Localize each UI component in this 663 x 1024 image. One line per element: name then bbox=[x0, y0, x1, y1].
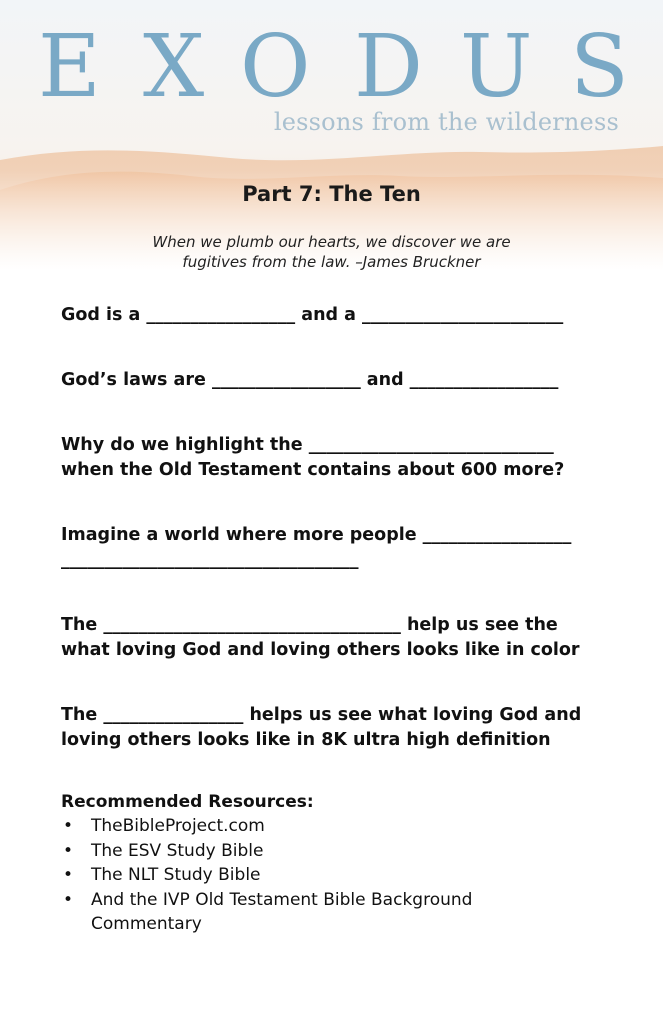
question-line: when the Old Testament contains about 600 more? bbox=[61, 460, 565, 480]
question-line: God’s laws are _________________ and _________________ bbox=[61, 370, 559, 390]
resource-text: And the IVP Old Testament Bible Background bbox=[91, 889, 473, 910]
resources-section bbox=[61, 790, 621, 937]
resources-heading: Recommended Resources: bbox=[61, 792, 314, 812]
question-line: The ________________ helps us see what loving God and bbox=[61, 705, 582, 725]
quote bbox=[0, 232, 663, 272]
question-line: __________________________________ bbox=[61, 550, 359, 570]
question-line: God is a _________________ and a _______________________ bbox=[61, 305, 564, 325]
exodus-title bbox=[0, 17, 663, 117]
fill-in-question bbox=[61, 368, 621, 393]
series-subtitle: lessons from the wilderness bbox=[273, 108, 619, 136]
question-line: The __________________________________ help us see the bbox=[61, 615, 558, 635]
part-title: Part 7: The Ten bbox=[242, 182, 421, 206]
bullet-icon: • bbox=[63, 889, 74, 910]
title-letter: X bbox=[143, 17, 205, 117]
resource-text: TheBibleProject.com bbox=[91, 816, 265, 836]
quote-line: When we plumb our hearts, we discover we are bbox=[152, 233, 511, 251]
list-item bbox=[61, 863, 621, 888]
resources-list bbox=[61, 814, 621, 937]
title-letter: D bbox=[354, 17, 423, 117]
question-line: Why do we highlight the ____________________________ bbox=[61, 435, 554, 455]
resource-text: Commentary bbox=[91, 914, 202, 934]
list-item bbox=[61, 839, 621, 864]
fill-in-question bbox=[61, 613, 621, 663]
fill-in-question bbox=[61, 703, 621, 753]
resource-text: The NLT Study Bible bbox=[91, 865, 261, 885]
fill-in-question bbox=[61, 523, 621, 573]
bullet-icon: • bbox=[63, 816, 74, 836]
title-letter: S bbox=[570, 17, 629, 117]
title-letter: U bbox=[460, 17, 533, 117]
list-item bbox=[61, 814, 621, 839]
list-item bbox=[61, 888, 621, 913]
list-item-continuation bbox=[61, 912, 621, 937]
fill-in-question bbox=[61, 433, 621, 483]
title-letter: E bbox=[38, 17, 101, 117]
question-line: what loving God and loving others looks like in color bbox=[61, 640, 580, 660]
bullet-icon: • bbox=[63, 865, 74, 885]
question-line: loving others looks like in 8K ultra high definition bbox=[61, 730, 551, 750]
resource-text: The ESV Study Bible bbox=[91, 840, 264, 861]
bullet-icon: • bbox=[63, 840, 74, 861]
question-line: Imagine a world where more people _________________ bbox=[61, 525, 572, 545]
title-letter: O bbox=[240, 17, 311, 117]
fill-in-question bbox=[61, 303, 621, 328]
quote-line: fugitives from the law. –James Bruckner bbox=[182, 253, 481, 271]
